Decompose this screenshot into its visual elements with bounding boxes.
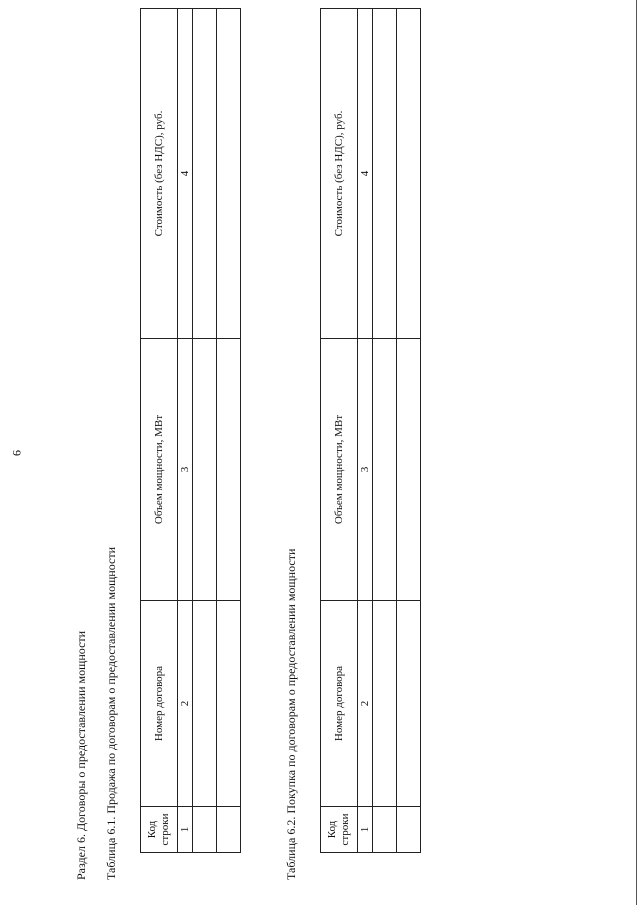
table-row bbox=[373, 9, 397, 853]
table-1-column-number-row bbox=[178, 9, 193, 853]
table-1-header-row bbox=[141, 9, 178, 853]
column-number: 3 bbox=[178, 339, 193, 601]
header-cell: Объем мощности, МВт bbox=[141, 339, 178, 601]
page-number: 9 bbox=[10, 450, 24, 456]
table-cell bbox=[217, 807, 241, 853]
column-number: 4 bbox=[358, 9, 373, 339]
table-cell bbox=[217, 9, 241, 339]
header-cell: Объем мощности, МВт bbox=[321, 339, 358, 601]
table-2 bbox=[320, 8, 421, 853]
table-row bbox=[397, 9, 421, 853]
column-number: 1 bbox=[358, 807, 373, 853]
header-cell: Стоимость (без НДС), руб. bbox=[321, 9, 358, 339]
table-cell bbox=[373, 601, 397, 807]
column-number: 3 bbox=[358, 339, 373, 601]
section-title: Раздел 6. Договоры о предоставлении мощности bbox=[74, 630, 88, 880]
table-cell bbox=[193, 807, 217, 853]
rotated-content bbox=[60, 30, 480, 880]
column-number: 2 bbox=[358, 601, 373, 807]
column-number: 4 bbox=[178, 9, 193, 339]
table-cell bbox=[397, 9, 421, 339]
table-cell bbox=[397, 339, 421, 601]
table-2-caption: Таблица 6.2. Покупка по договорам о предоставлении мощности bbox=[284, 548, 298, 880]
table-2-column-number-row bbox=[358, 9, 373, 853]
table-cell bbox=[373, 339, 397, 601]
table-row bbox=[217, 9, 241, 853]
header-cell: Стоимость (без НДС), руб. bbox=[141, 9, 178, 339]
column-number: 2 bbox=[178, 601, 193, 807]
table-cell bbox=[373, 9, 397, 339]
table-1-caption: Таблица 6.1. Продажа по договорам о предоставлении мощности bbox=[104, 546, 118, 880]
header-cell: Код строки bbox=[141, 807, 178, 853]
table-row bbox=[193, 9, 217, 853]
header-cell: Номер договора bbox=[321, 601, 358, 807]
header-cell: Номер договора bbox=[141, 601, 178, 807]
table-cell bbox=[217, 601, 241, 807]
table-cell bbox=[193, 339, 217, 601]
column-number: 1 bbox=[178, 807, 193, 853]
page-edge-rule bbox=[636, 0, 637, 905]
table-1 bbox=[140, 8, 241, 853]
table-cell bbox=[397, 601, 421, 807]
table-cell bbox=[217, 339, 241, 601]
table-cell bbox=[193, 9, 217, 339]
table-2-header-row bbox=[321, 9, 358, 853]
table-cell bbox=[373, 807, 397, 853]
table-cell bbox=[193, 601, 217, 807]
header-cell: Код строки bbox=[321, 807, 358, 853]
table-cell bbox=[397, 807, 421, 853]
